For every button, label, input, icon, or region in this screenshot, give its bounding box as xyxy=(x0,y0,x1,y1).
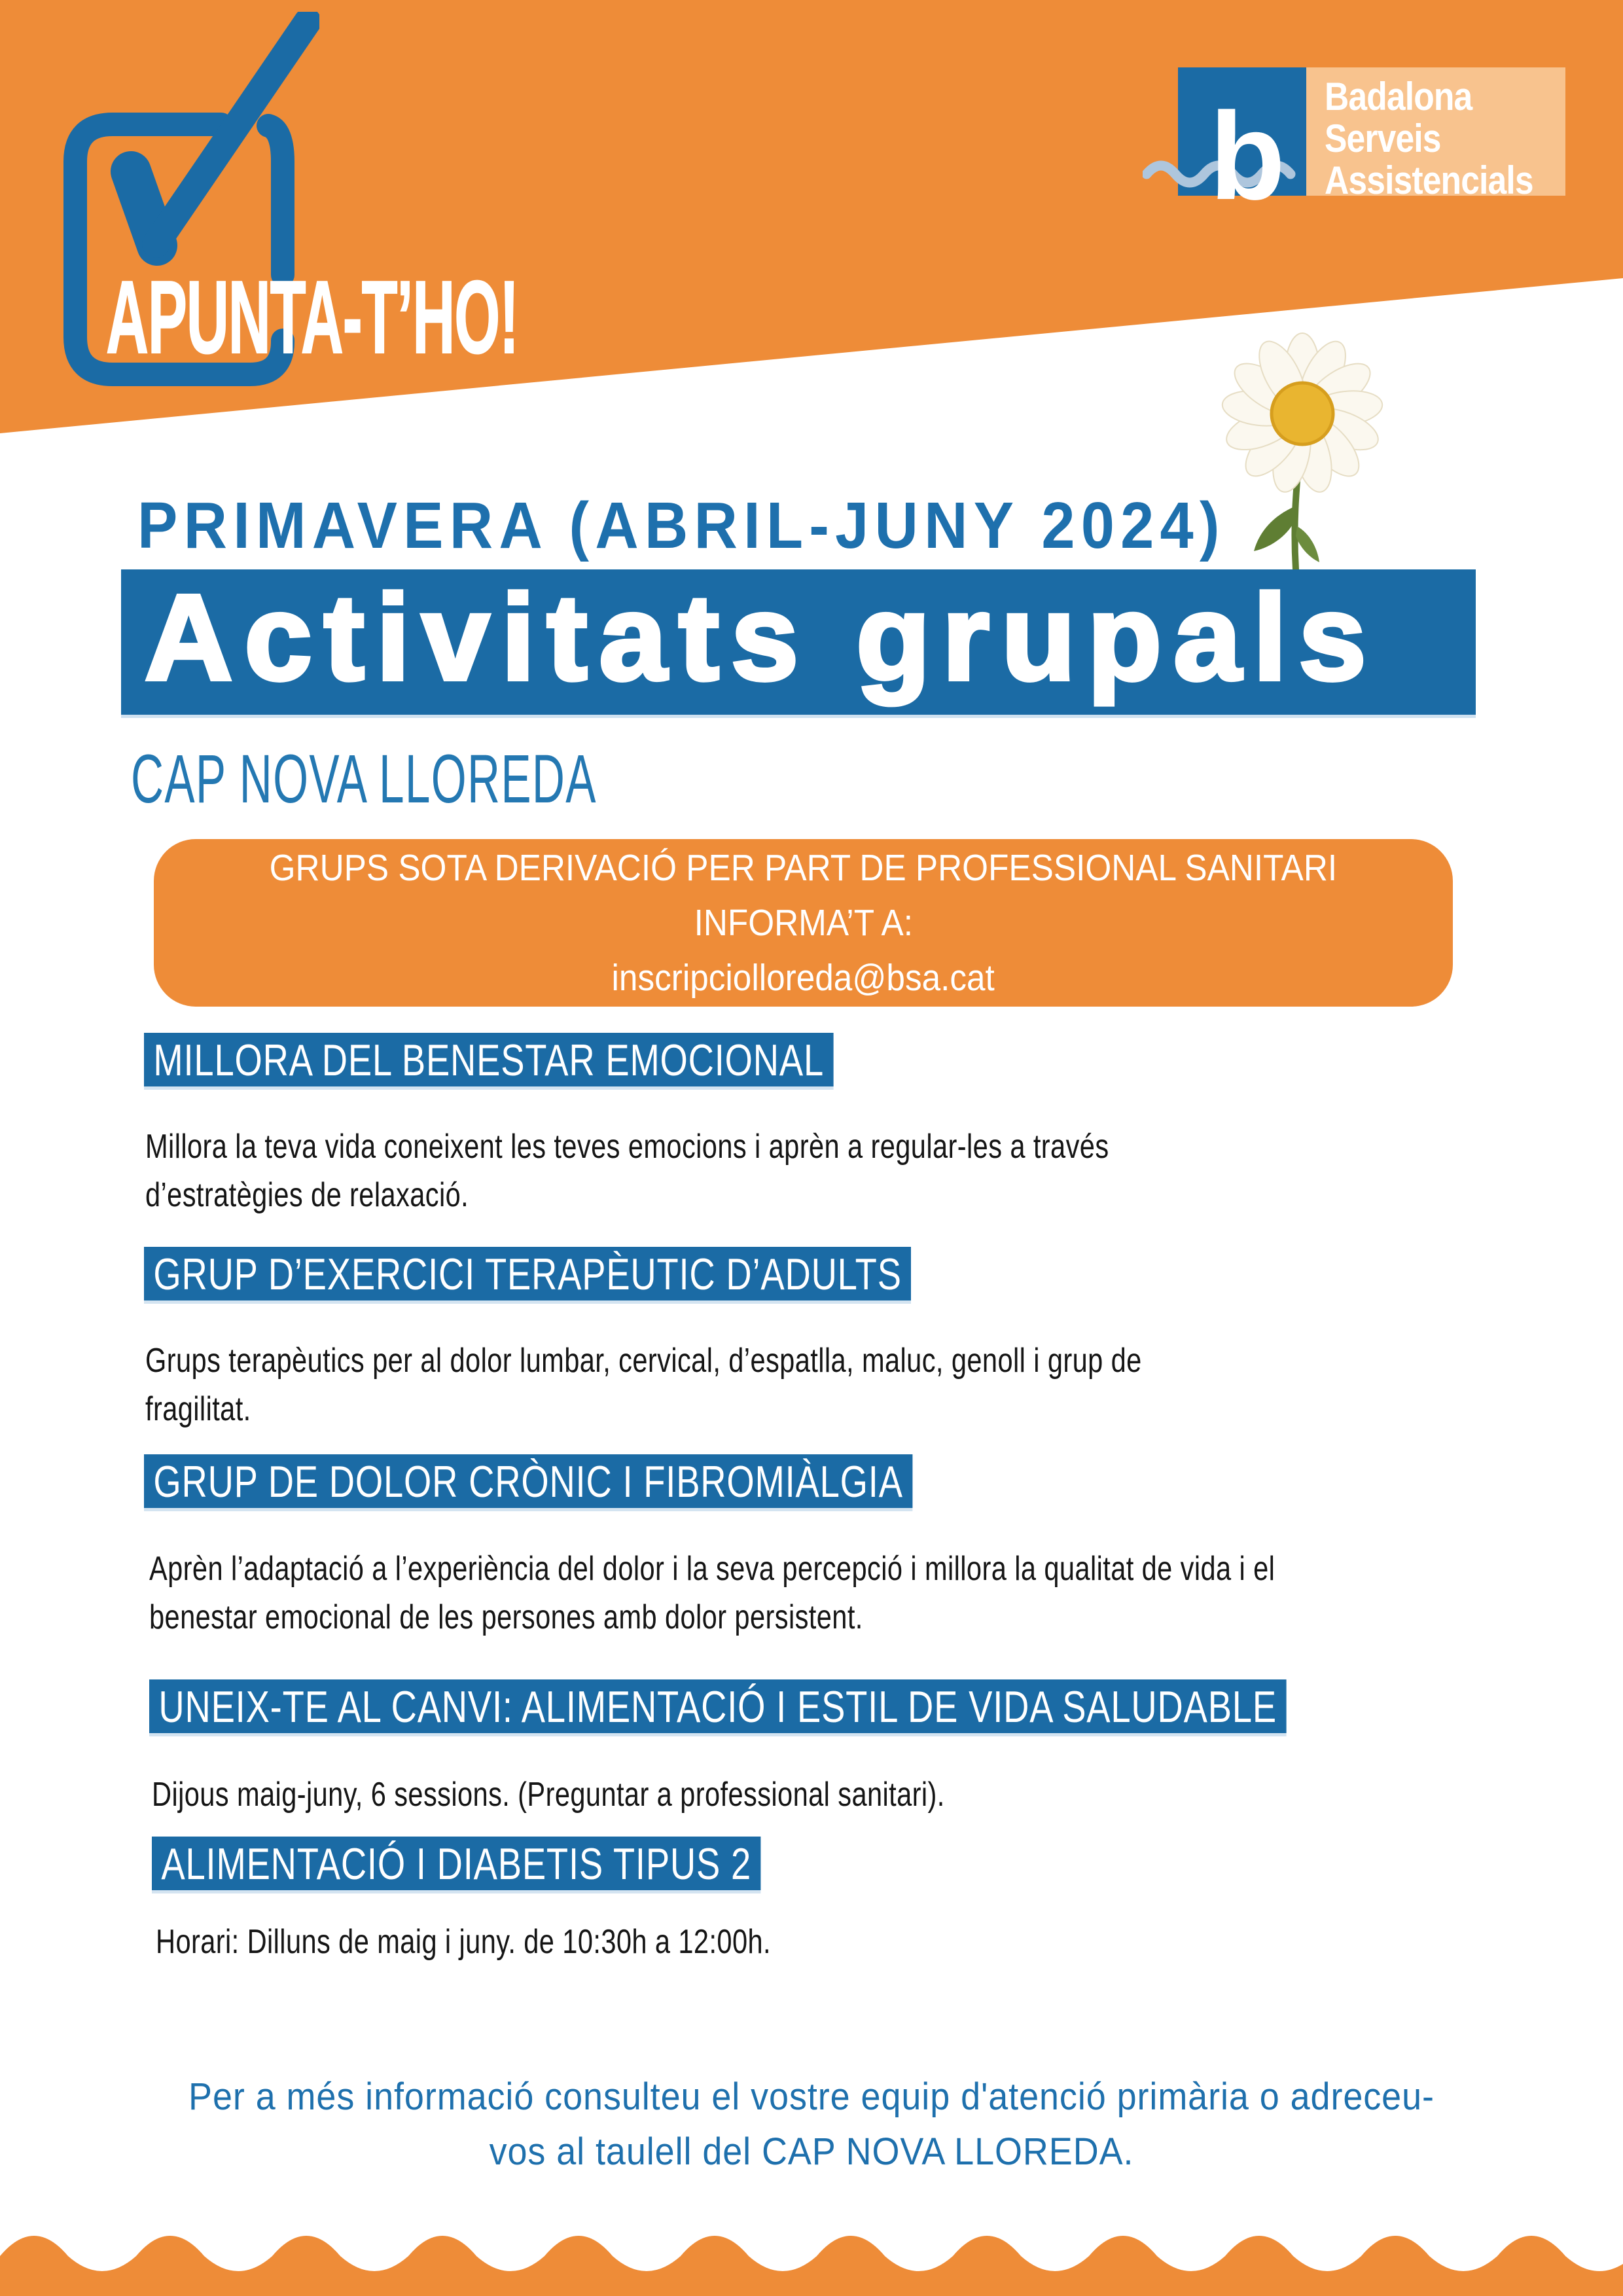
org-logo-name xyxy=(1325,76,1533,202)
page-title: Activitats grupals xyxy=(145,570,1378,706)
body-line: benestar emocional de les persones amb dolor persistent. xyxy=(149,1598,863,1636)
section-body-dolor-cronic xyxy=(149,1545,1275,1641)
scallop-wave-icon xyxy=(0,2209,1623,2296)
body-line: Grups terapèutics per al dolor lumbar, cervical, d’espatlla, maluc, genoll i grup de xyxy=(145,1342,1142,1380)
body-line: Aprèn l’adaptació a l’experiència del dolor i la seva percepció i millora la qualitat de vida i el xyxy=(149,1550,1275,1588)
info-line-1: GRUPS SOTA DERIVACIÓ PER PART DE PROFESSIONAL SANITARI xyxy=(269,847,1338,889)
org-name-line1: Badalona xyxy=(1325,75,1472,118)
section-heading-diabetis xyxy=(152,1837,760,1890)
section-heading-text: MILLORA DEL BENESTAR EMOCIONAL xyxy=(153,1035,825,1085)
season-kicker: PRIMAVERA (ABRIL-JUNY 2024) xyxy=(137,489,1226,562)
section-body-uneixte xyxy=(152,1770,945,1819)
section-heading-text: ALIMENTACIÓ I DIABETIS TIPUS 2 xyxy=(161,1839,752,1889)
body-line: fragilitat. xyxy=(145,1390,251,1428)
section-heading-text: UNEIX-TE AL CANVI: ALIMENTACIÓ I ESTIL DE VIDA SALUDABLE xyxy=(158,1682,1277,1732)
body-line: Millora la teva vida coneixent les teves emocions i aprèn a regular-les a través xyxy=(145,1128,1109,1166)
section-heading-text: GRUP DE DOLOR CRÒNIC I FIBROMIÀLGIA xyxy=(153,1457,903,1507)
body-line: Horari: Dilluns de maig i juny. de 10:30h a 12:00h. xyxy=(156,1923,771,1961)
body-line: Dijous maig-juny, 6 sessions. (Preguntar a professional sanitari). xyxy=(152,1776,945,1814)
footer-note xyxy=(57,2070,1566,2179)
referral-info-box xyxy=(154,839,1453,1007)
body-line: d’estratègies de relaxació. xyxy=(145,1176,469,1214)
footer-line2: vos al taulell del CAP NOVA LLOREDA. xyxy=(489,2130,1134,2173)
title-banner xyxy=(121,569,1476,715)
info-line-2: INFORMA’T A: xyxy=(694,902,913,944)
org-name-line2: Serveis xyxy=(1325,117,1441,160)
section-heading-exercici xyxy=(144,1247,911,1300)
footer-line1: Per a més informació consulteu el vostre equip d'atenció primària o adreceu- xyxy=(188,2075,1435,2118)
org-logo-letter: b xyxy=(1209,87,1286,226)
org-name-line3: Assistencials xyxy=(1325,158,1533,202)
section-body-benestar xyxy=(145,1122,1109,1219)
section-heading-uneixte xyxy=(149,1679,1286,1733)
daisy-icon xyxy=(1198,296,1414,571)
section-heading-dolor-cronic xyxy=(144,1454,912,1508)
section-body-exercici xyxy=(145,1336,1142,1433)
section-body-diabetis xyxy=(156,1918,771,1966)
center-name-subtitle: CAP NOVA LLOREDA xyxy=(131,741,597,817)
section-heading-text: GRUP D’EXERCICI TERAPÈUTIC D’ADULTS xyxy=(153,1249,902,1299)
section-heading-benestar xyxy=(144,1033,833,1086)
badge-label: APUNTA-T’HO! xyxy=(106,260,518,375)
info-email: inscripciolloreda@bsa.cat xyxy=(611,957,995,999)
